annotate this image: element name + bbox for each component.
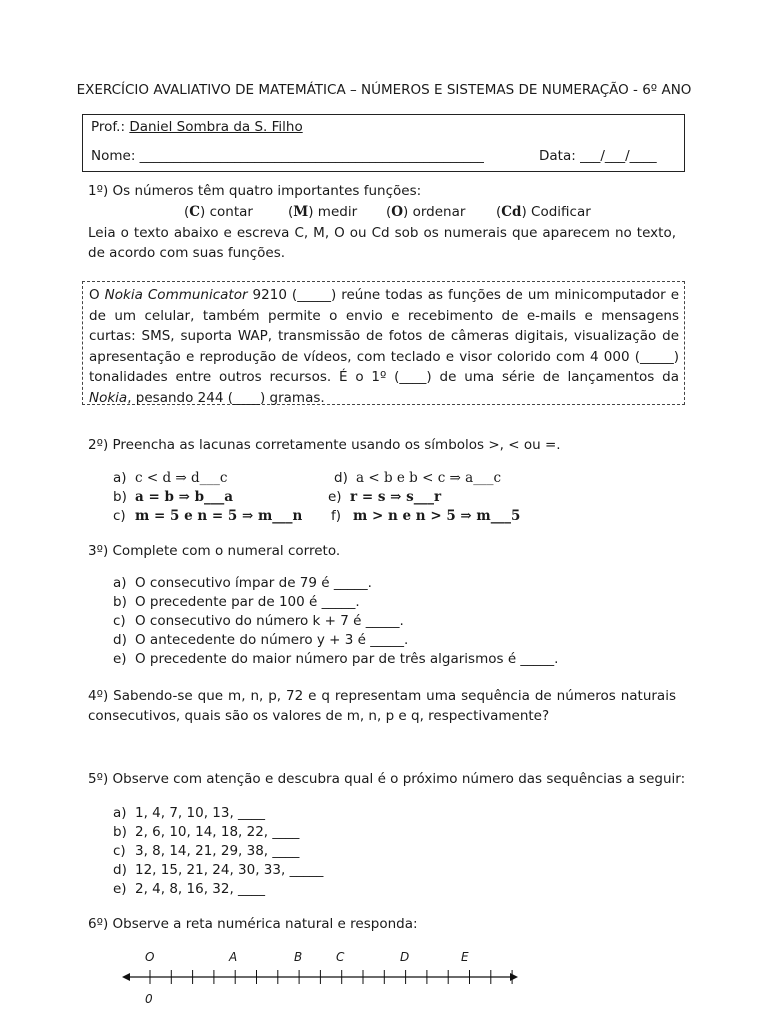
function-cd: (Cd) Codificar (496, 204, 591, 220)
q2-item-d: d) a < b e b < c ⇒ a___c (334, 470, 502, 486)
date-field[interactable]: Data: ___/___/____ (539, 148, 657, 164)
prof-name: Daniel Sombra da S. Filho (129, 119, 303, 135)
nokia-text: O Nokia Communicator 9210 (_____) reúne todas as funções de um minicomputador e de um celular, também permite o envio e recebimento de e-mails e mensagens curtas: SMS, suporta WAP, transmissão de fotos de câmeras digitais, visualização de apresentação e reprodução de vídeos, com teclado e visor colorido com 4 000 (_____) tonalidades entre outros recursos. É o 1º (____) de uma série de lançamentos da Nokia, pesando 244 (____) gramas. (89, 287, 679, 406)
function-o: (O) ordenar (386, 204, 466, 220)
q5-intro: 5º) Observe com atenção e descubra qual é o próximo número das sequências a seguir: (88, 771, 686, 787)
q5-item-c: c) 3, 8, 14, 21, 29, 38, ____ (113, 843, 300, 859)
prof-label: Prof.: (91, 119, 130, 135)
number-line-arrow-right (510, 973, 518, 981)
function-c: (C) contar (184, 204, 253, 220)
function-m: (M) medir (288, 204, 358, 220)
point-label-e: E (461, 950, 469, 964)
name-field[interactable]: Nome: ___________________________________________________ (91, 148, 484, 164)
q2-items (113, 470, 673, 530)
q3-item-d: d) O antecedente do número y + 3 é _____. (113, 632, 409, 648)
prof-line (91, 119, 303, 135)
zero-label: 0 (145, 992, 153, 1006)
q3-item-e: e) O precedente do maior número par de três algarismos é _____. (113, 651, 559, 667)
number-line-arrow-left (122, 973, 130, 981)
q2-item-f: f) m > n e n > 5 ⇒ m___5 (331, 508, 521, 524)
q2-item-b: b) a = b ⇒ b___a (113, 489, 234, 505)
q2-item-c: c) m = 5 e n = 5 ⇒ m___n (113, 508, 303, 524)
q1-instruction: Leia o texto abaixo e escreva C, M, O ou Cd sob os numerais que aparecem no texto, de acordo com suas funções. (88, 225, 676, 261)
page-title: EXERCÍCIO AVALIATIVO DE MATEMÁTICA – NÚMEROS E SISTEMAS DE NUMERAÇÃO - 6º ANO (76, 82, 692, 98)
q2-item-a: a) c < d ⇒ d___c (113, 470, 228, 486)
q3-item-b: b) O precedente par de 100 é _____. (113, 594, 360, 610)
point-label-a: A (229, 950, 238, 964)
q5-list (113, 804, 323, 899)
q5-item-d: d) 12, 15, 21, 24, 30, 33, _____ (113, 862, 324, 878)
q3-list (113, 574, 558, 669)
point-label-b: B (294, 950, 303, 964)
q4-text: 4º) Sabendo-se que m, n, p, 72 e q representam uma sequência de números naturais consecutivos, quais são os valores de m, n, p e q, respectivamente? (88, 688, 676, 724)
q3-intro: 3º) Complete com o numeral correto. (88, 543, 341, 559)
number-line (120, 966, 520, 988)
teacher-info-box (82, 114, 685, 172)
point-label-d: D (400, 950, 410, 964)
point-label-o: O (145, 950, 155, 964)
point-label-c: C (336, 950, 345, 964)
q1-intro: 1º) Os números têm quatro importantes funções: (88, 183, 422, 199)
q2-item-e: e) r = s ⇒ s___r (328, 489, 442, 505)
q5-item-b: b) 2, 6, 10, 14, 18, 22, ____ (113, 824, 300, 840)
q2-intro: 2º) Preencha as lacunas corretamente usando os símbolos >, < ou =. (88, 437, 561, 453)
q5-item-a: a) 1, 4, 7, 10, 13, ____ (113, 805, 266, 821)
q3-item-a: a) O consecutivo ímpar de 79 é _____. (113, 575, 372, 591)
nokia-text-box (82, 281, 685, 405)
q6-intro: 6º) Observe a reta numérica natural e responda: (88, 916, 418, 932)
q3-item-c: c) O consecutivo do número k + 7 é _____. (113, 613, 404, 629)
q5-item-e: e) 2, 4, 8, 16, 32, ____ (113, 881, 266, 897)
